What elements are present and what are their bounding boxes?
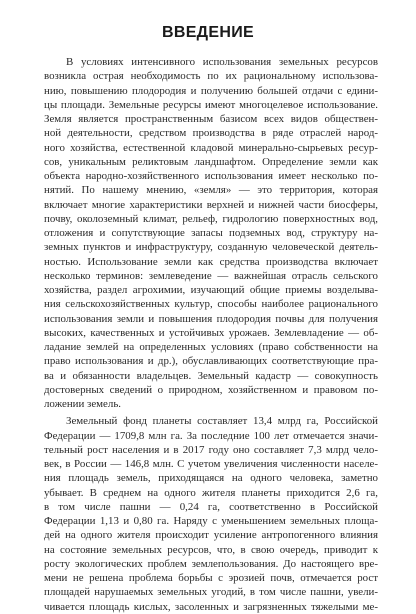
text-line: ного хозяйства, естественной кладовой минерально-сырьевых ресур-: [44, 141, 378, 154]
text-line: тельный рост населения и в 2017 году оно составляет 7,3 млрд чело-: [44, 443, 378, 456]
text-line: ной деятельности, средством производства в ряде отраслей народ-: [44, 127, 378, 140]
text-line: росту экологических проблем землепользования. До настоящего вре-: [44, 557, 378, 570]
text-line: Земельный фонд планеты составляет 13,4 млрд га, Российской: [66, 415, 378, 428]
text-line: на состояние земельных ресурсов, что, в свою очередь, приводит к: [44, 543, 378, 556]
page-title: ВВЕДЕНИЕ: [162, 24, 254, 41]
text-line: ния площадь земель, приходящаяся на одного человека, заметно: [44, 472, 378, 485]
text-line: право использования и др.), обуславливающих соответствующие пра-: [44, 355, 378, 368]
text-line: достоверных сведений о природном, хозяйственном и правовом по-: [44, 383, 378, 396]
text-line: цы площади. Земельные ресурсы имеют многоцелевое использование.: [44, 98, 378, 111]
body-text: [44, 55, 378, 614]
text-line: хозяйства, раздел агрохимии, изучающий общие приемы возделыва-: [44, 284, 378, 296]
text-line: сов, уникальным реликтовым ландшафтом. Определение земли как: [44, 155, 378, 168]
text-line: Земля является пространственным базисом всех видов обществен-: [44, 113, 378, 125]
text-line: мени не решена проблема борьбы с эрозией почв, отмечается рост: [44, 572, 378, 584]
text-line: нию, повышению плодородия и получению большей отдачи с едини-: [44, 84, 378, 97]
text-line: ностью. Использование земли как средства производства включает: [44, 255, 378, 268]
text-line: земных пунктов и инфраструктуру, созданную человеческой деятель-: [44, 241, 378, 254]
text-line: в том числе пашни — 0,24 га, соответственно в Российской: [44, 500, 378, 513]
text-line: век, в России — 146,8 млн. С учетом увеличения численности населе-: [44, 458, 378, 470]
text-line: Федерации 1,13 и 0,80 га. Наряду с уменьшением земельных площа-: [44, 515, 378, 527]
text-line: почву, околоземный климат, рельеф, гидрологию поверхностных вод,: [44, 212, 378, 225]
text-line: Федерации — 1709,8 млн га. За последние 100 лет отмечается значи-: [44, 429, 378, 442]
text-line: включает многие характеристики верхней и нижней части биосферы,: [44, 198, 378, 211]
text-line: В условиях интенсивного использования земельных ресурсов: [66, 56, 378, 68]
text-line: возникла острая необходимость по их рациональному использова-: [44, 70, 378, 83]
text-line: ладание землей на определенных условиях (право собственности на: [44, 341, 378, 353]
text-line: нятий. По нашему мнению, «земля» — это территория, которая: [44, 184, 378, 197]
text-line: площадей нарушаемых земельных угодий, в том числе пашни, увели-: [44, 586, 378, 599]
text-line: ва и обязанности владельцев. Земельный кадастр — совокупность: [44, 369, 378, 382]
paragraph-1: [44, 55, 378, 411]
text-line: ложении земель.: [44, 398, 122, 410]
text-line: объекта народно-хозяйственного использования имеет несколько по-: [44, 170, 378, 182]
text-line: несколько терминов: землеведение — важнейшая отрасль сельского: [44, 269, 378, 282]
text-line: ния сельскохозяйственных культур, способы наиболее рационального: [44, 298, 378, 311]
paragraph-2: [44, 414, 378, 614]
text-line: убывает. В среднем на одного жителя планеты приходится 2,6 га,: [44, 486, 378, 499]
text-line: использования земли и повышения плодородия почвы для получения: [44, 312, 378, 325]
text-line: отложения и сопутствующие запасы подземных вод, структуру на-: [44, 227, 378, 239]
text-line: высоких, качественных и устойчивых урожаев. Землевладение — об-: [44, 326, 378, 339]
text-line: дей на одного жителя происходит усиление антропогенного влияния: [44, 529, 378, 542]
text-line: чивается площадь кислых, засоленных и загрязненных тяжелыми ме-: [44, 600, 378, 613]
